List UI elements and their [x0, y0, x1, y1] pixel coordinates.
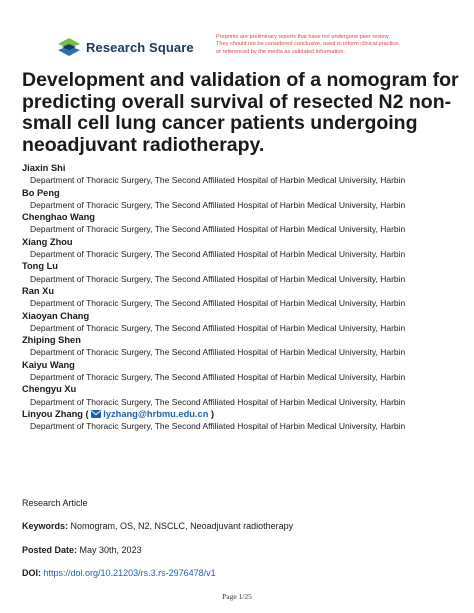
keywords-value: Nomogram, OS, N2, NSCLC, Neoadjuvant radiotherapy [70, 521, 294, 531]
posted-date-label: Posted Date: [22, 545, 78, 555]
author-name: Chengyu Xu [22, 384, 77, 395]
keywords-label: Keywords: [22, 521, 69, 531]
author-affiliation: Department of Thoracic Surgery, The Second Affiliated Hospital of Harbin Medical University, Harbin [30, 322, 406, 333]
author-name: Zhiping Shen [22, 335, 81, 346]
corresponding-author-name: Linyou Zhang [22, 408, 83, 419]
author-affiliation: Department of Thoracic Surgery, The Second Affiliated Hospital of Harbin Medical University, Harbin [30, 175, 406, 186]
disclaimer-line: Preprints are preliminary reports that have not undergone peer review. [216, 34, 390, 40]
brand-name: Research Square [86, 39, 194, 55]
doi-link[interactable]: https://doi.org/10.21203/rs.3.rs-2976478/v1 [43, 568, 216, 578]
paren-close: ) [210, 408, 215, 419]
corresponding-email-link[interactable]: lyzhang@hrbmu.edu.cn [103, 408, 209, 419]
paren-open: ( [85, 408, 89, 419]
research-square-logo[interactable] [58, 38, 194, 56]
author-affiliation: Department of Thoracic Surgery, The Second Affiliated Hospital of Harbin Medical University, Harbin [30, 421, 406, 432]
preprint-disclaimer [216, 34, 456, 56]
author-affiliation: Department of Thoracic Surgery, The Second Affiliated Hospital of Harbin Medical University, Harbin [30, 224, 406, 235]
page-number: Page 1/25 [222, 592, 252, 601]
author-name: Kaiyu Wang [22, 359, 75, 370]
keywords [22, 521, 293, 531]
page-header [58, 34, 454, 64]
doi-label: DOI: [22, 568, 41, 578]
author-affiliation: Department of Thoracic Surgery, The Second Affiliated Hospital of Harbin Medical University, Harbin [30, 298, 406, 309]
author-affiliation: Department of Thoracic Surgery, The Second Affiliated Hospital of Harbin Medical University, Harbin [30, 273, 406, 284]
author-name: Tong Lu [22, 261, 58, 272]
author-name: Chenghao Wang [22, 212, 95, 223]
author-affiliation: Department of Thoracic Surgery, The Second Affiliated Hospital of Harbin Medical University, Harbin [30, 199, 406, 210]
author-name: Xiang Zhou [22, 236, 73, 247]
author-name: Ran Xu [22, 285, 55, 296]
mail-icon [91, 410, 101, 418]
disclaimer-line: or referenced by the media as validated information. [216, 48, 346, 55]
disclaimer-line: They should not be considered conclusive, used to inform clinical practice, [216, 41, 400, 48]
author-affiliation: Department of Thoracic Surgery, The Second Affiliated Hospital of Harbin Medical University, Harbin [30, 249, 406, 260]
author-name: Xiaoyan Chang [22, 310, 90, 321]
corresponding-author [22, 408, 462, 420]
research-square-logo-icon [58, 38, 80, 56]
paper-title: Development and validation of a nomogram for predicting overall survival of resected N2 non-small cell lung cancer patients undergoing neoadjuvant radiotherapy. [22, 69, 459, 156]
author-affiliation: Department of Thoracic Surgery, The Second Affiliated Hospital of Harbin Medical University, Harbin [30, 372, 406, 383]
posted-date-value: May 30th, 2023 [79, 545, 142, 555]
article-type-value: Research Article [22, 498, 88, 508]
author-name: Bo Peng [22, 187, 60, 198]
doi [22, 568, 216, 578]
author-list [22, 162, 462, 433]
author-affiliation: Department of Thoracic Surgery, The Second Affiliated Hospital of Harbin Medical University, Harbin [30, 396, 406, 407]
article-type [22, 498, 88, 508]
author-name: Jiaxin Shi [22, 163, 66, 173]
posted-date [22, 545, 142, 555]
author-affiliation: Department of Thoracic Surgery, The Second Affiliated Hospital of Harbin Medical University, Harbin [30, 347, 406, 358]
